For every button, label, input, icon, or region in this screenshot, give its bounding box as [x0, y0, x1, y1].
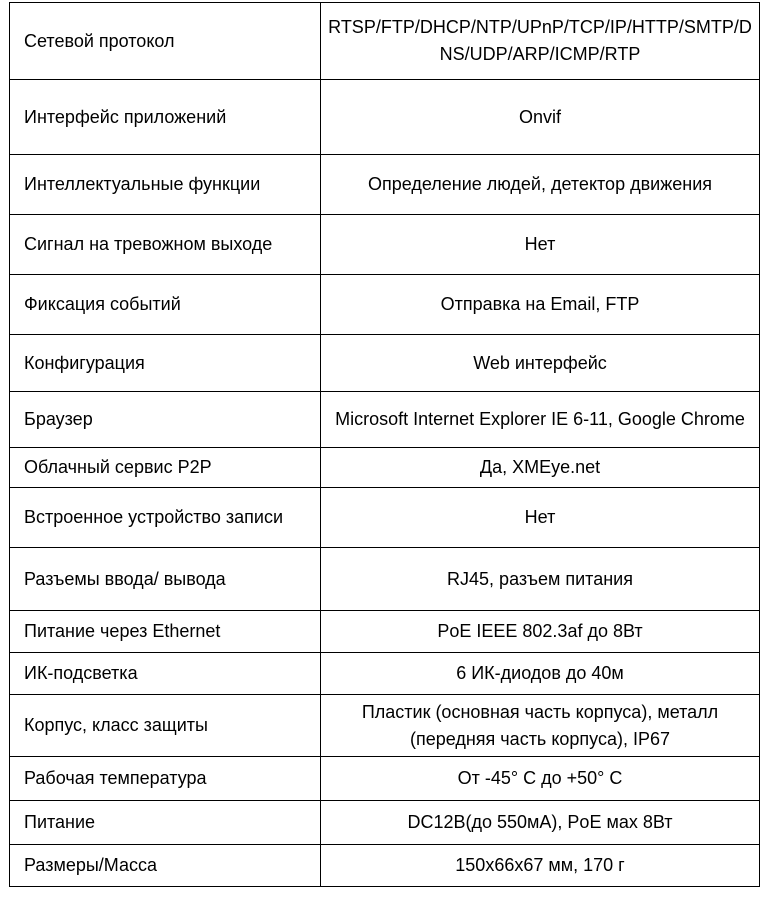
spec-label: Разъемы ввода/ вывода [10, 548, 321, 611]
table-row [10, 80, 760, 155]
spec-value: PoE IEEE 802.3af до 8Вт [321, 611, 760, 653]
spec-label: Размеры/Масса [10, 845, 321, 887]
table-row [10, 275, 760, 335]
spec-value: Onvif [321, 80, 760, 155]
spec-label: Интерфейс приложений [10, 80, 321, 155]
table-row [10, 611, 760, 653]
spec-value: Нет [321, 215, 760, 275]
spec-label: Корпус, класс защиты [10, 695, 321, 757]
spec-label: Конфигурация [10, 335, 321, 392]
spec-label: Браузер [10, 392, 321, 448]
table-row [10, 801, 760, 845]
spec-label: Интеллектуальные функции [10, 155, 321, 215]
table-row [10, 392, 760, 448]
spec-value: Определение людей, детектор движения [321, 155, 760, 215]
table-row [10, 548, 760, 611]
spec-label: Встроенное устройство записи [10, 488, 321, 548]
table-row [10, 448, 760, 488]
spec-value: 150х66х67 мм, 170 г [321, 845, 760, 887]
spec-table [9, 2, 760, 887]
table-row [10, 335, 760, 392]
spec-value: Отправка на Email, FTP [321, 275, 760, 335]
spec-value: RJ45, разъем питания [321, 548, 760, 611]
spec-label: Сигнал на тревожном выходе [10, 215, 321, 275]
spec-label: Облачный сервис P2P [10, 448, 321, 488]
spec-value: Да, XMEye.net [321, 448, 760, 488]
table-row [10, 488, 760, 548]
spec-label: ИК-подсветка [10, 653, 321, 695]
table-row [10, 757, 760, 801]
spec-value: От -45° C до +50° C [321, 757, 760, 801]
table-row [10, 653, 760, 695]
spec-label: Рабочая температура [10, 757, 321, 801]
spec-label: Сетевой протокол [10, 3, 321, 80]
spec-value: Microsoft Internet Explorer IE 6-11, Google Chrome [321, 392, 760, 448]
table-row [10, 155, 760, 215]
table-row [10, 695, 760, 757]
spec-label: Фиксация событий [10, 275, 321, 335]
spec-label: Питание через Ethernet [10, 611, 321, 653]
spec-value: DC12В(до 550мА), PoE мах 8Вт [321, 801, 760, 845]
table-row [10, 845, 760, 887]
table-row [10, 215, 760, 275]
spec-value: RTSP/FTP/DHCP/NTP/UPnP/TCP/IP/HTTP/SMTP/DNS/UDP/ARP/ICMP/RTP [321, 3, 760, 80]
spec-label: Питание [10, 801, 321, 845]
table-row [10, 3, 760, 80]
spec-value: Нет [321, 488, 760, 548]
spec-value: 6 ИК-диодов до 40м [321, 653, 760, 695]
spec-value: Web интерфейс [321, 335, 760, 392]
spec-value: Пластик (основная часть корпуса), металл (передняя часть корпуса), IP67 [321, 695, 760, 757]
